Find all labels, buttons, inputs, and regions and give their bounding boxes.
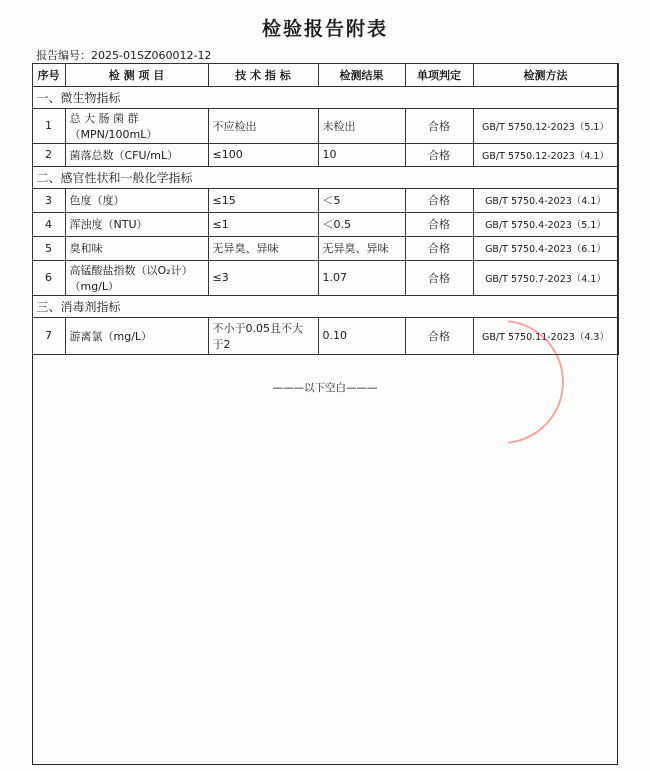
cell-spec: 无异臭、异味 (208, 236, 318, 260)
cell-verdict: 合格 (405, 188, 473, 212)
cell-spec: ≤3 (208, 260, 318, 295)
cell-verdict: 合格 (405, 143, 473, 166)
cell-no: 6 (32, 260, 65, 295)
header-no: 序号 (32, 63, 65, 86)
header-method: 检测方法 (473, 63, 618, 86)
table-row (32, 143, 618, 166)
cell-verdict: 合格 (405, 317, 473, 354)
cell-result: 无异臭、异味 (318, 236, 405, 260)
cell-no: 1 (32, 108, 65, 143)
cell-verdict: 合格 (405, 212, 473, 236)
cell-spec: ≤100 (208, 143, 318, 166)
cell-verdict: 合格 (405, 108, 473, 143)
cell-method: GB/T 5750.12-2023（5.1） (473, 108, 618, 143)
section-title-micro: 一、微生物指标 (32, 86, 618, 108)
section-row (32, 86, 618, 108)
header-verdict: 单项判定 (405, 63, 473, 86)
table-row (32, 212, 618, 236)
cell-spec: 不应检出 (208, 108, 318, 143)
cell-no: 7 (32, 317, 65, 354)
cell-spec: ≤1 (208, 212, 318, 236)
blank-below-note: ———以下空白——— (272, 382, 378, 394)
header-item: 检 测 项 目 (65, 63, 208, 86)
cell-result: 1.07 (318, 260, 405, 295)
cell-result: ＜0.5 (318, 212, 405, 236)
cell-item: 色度（度） (65, 188, 208, 212)
section-title-sensory: 二、感官性状和一般化学指标 (32, 166, 618, 188)
section-row (32, 295, 618, 317)
cell-method: GB/T 5750.11-2023（4.3） (473, 317, 618, 354)
cell-spec: 不小于0.05且不大于2 (208, 317, 318, 354)
header-result: 检测结果 (318, 63, 405, 86)
table-header-row (32, 63, 618, 86)
cell-method: GB/T 5750.7-2023（4.1） (473, 260, 618, 295)
page-title: 检验报告附表 (261, 18, 388, 40)
table-row (32, 236, 618, 260)
cell-no: 4 (32, 212, 65, 236)
cell-no: 2 (32, 143, 65, 166)
cell-method: GB/T 5750.12-2023（4.1） (473, 143, 618, 166)
cell-no: 5 (32, 236, 65, 260)
cell-result: ＜5 (318, 188, 405, 212)
cell-result: 10 (318, 143, 405, 166)
cell-item: 游离氯（mg/L） (65, 317, 208, 354)
table-row (32, 188, 618, 212)
report-table (32, 63, 619, 355)
cell-method: GB/T 5750.4-2023（5.1） (473, 212, 618, 236)
section-title-disinfect: 三、消毒剂指标 (32, 295, 618, 317)
cell-result: 0.10 (318, 317, 405, 354)
cell-item: 总 大 肠 菌 群（MPN/100mL） (65, 108, 208, 143)
table-row (32, 108, 618, 143)
cell-method: GB/T 5750.4-2023（6.1） (473, 236, 618, 260)
cell-spec: ≤15 (208, 188, 318, 212)
section-row (32, 166, 618, 188)
cell-item: 菌落总数（CFU/mL） (65, 143, 208, 166)
table-row (32, 260, 618, 295)
header-spec: 技 术 指 标 (208, 63, 318, 86)
cell-item: 浑浊度（NTU） (65, 212, 208, 236)
cell-item: 臭和味 (65, 236, 208, 260)
cell-item: 高锰酸盐指数（以O₂计）（mg/L） (65, 260, 208, 295)
cell-no: 3 (32, 188, 65, 212)
cell-verdict: 合格 (405, 236, 473, 260)
cell-verdict: 合格 (405, 260, 473, 295)
cell-result: 未检出 (318, 108, 405, 143)
cell-method: GB/T 5750.4-2023（4.1） (473, 188, 618, 212)
report-number: 报告编号：2025-01SZ060012-12 (36, 49, 212, 62)
